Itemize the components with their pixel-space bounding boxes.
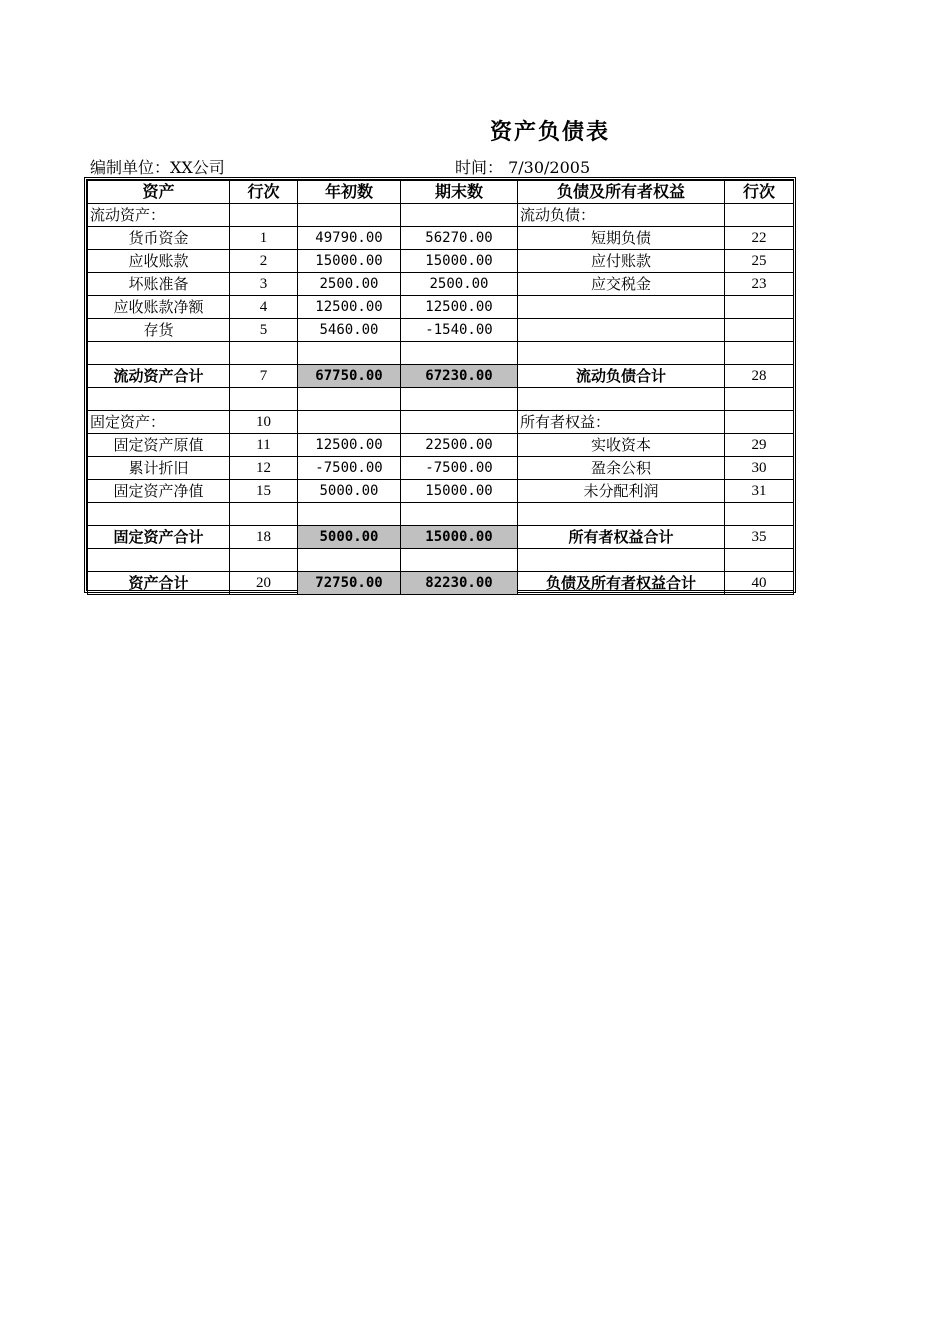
cell-liab-line-no: 35 — [725, 526, 794, 549]
table-row — [88, 480, 794, 503]
cell-liab-line-no: 22 — [725, 227, 794, 250]
cell-beginning-balance — [298, 342, 401, 365]
cell-ending-balance: 15000.00 — [401, 250, 518, 273]
cell-ending-balance: -1540.00 — [401, 319, 518, 342]
cell-beginning-balance: 5000.00 — [298, 526, 401, 549]
table-row — [88, 457, 794, 480]
cell-beginning-balance — [298, 204, 401, 227]
cell-beginning-balance: 15000.00 — [298, 250, 401, 273]
header-line-no: 行次 — [230, 181, 298, 204]
cell-ending-balance: 22500.00 — [401, 434, 518, 457]
cell-ending-balance — [401, 411, 518, 434]
cell-line-no: 10 — [230, 411, 298, 434]
cell-asset-name — [88, 503, 230, 526]
table-row — [88, 273, 794, 296]
cell-ending-balance: 15000.00 — [401, 480, 518, 503]
header-ending-balance: 期末数 — [401, 181, 518, 204]
table-row — [88, 250, 794, 273]
header-row — [88, 181, 794, 204]
cell-liability-name: 所有者权益合计 — [518, 526, 725, 549]
cell-beginning-balance: 5000.00 — [298, 480, 401, 503]
cell-liability-name: 未分配利润 — [518, 480, 725, 503]
header-beginning-balance: 年初数 — [298, 181, 401, 204]
header-liab-line-no: 行次 — [725, 181, 794, 204]
cell-beginning-balance — [298, 411, 401, 434]
table-row — [88, 572, 794, 595]
cell-ending-balance — [401, 503, 518, 526]
cell-liability-name: 流动负债： — [518, 204, 725, 227]
cell-ending-balance — [401, 204, 518, 227]
cell-line-no: 2 — [230, 250, 298, 273]
cell-liability-name — [518, 388, 725, 411]
cell-liability-name: 负债及所有者权益合计 — [518, 572, 725, 595]
cell-asset-name: 存货 — [88, 319, 230, 342]
cell-line-no — [230, 342, 298, 365]
table-row — [88, 526, 794, 549]
cell-liab-line-no: 40 — [725, 572, 794, 595]
cell-line-no — [230, 549, 298, 572]
cell-liab-line-no — [725, 296, 794, 319]
cell-asset-name: 固定资产原值 — [88, 434, 230, 457]
cell-liability-name — [518, 549, 725, 572]
cell-asset-name — [88, 549, 230, 572]
cell-beginning-balance: 12500.00 — [298, 434, 401, 457]
cell-liab-line-no: 29 — [725, 434, 794, 457]
cell-asset-name: 应收账款 — [88, 250, 230, 273]
cell-beginning-balance: 72750.00 — [298, 572, 401, 595]
cell-line-no: 3 — [230, 273, 298, 296]
cell-liab-line-no — [725, 388, 794, 411]
cell-liability-name — [518, 319, 725, 342]
cell-asset-name — [88, 388, 230, 411]
cell-asset-name: 资产合计 — [88, 572, 230, 595]
cell-liab-line-no — [725, 503, 794, 526]
cell-liability-name — [518, 503, 725, 526]
cell-asset-name: 应收账款净额 — [88, 296, 230, 319]
table-row — [88, 503, 794, 526]
cell-beginning-balance — [298, 503, 401, 526]
cell-beginning-balance: 67750.00 — [298, 365, 401, 388]
cell-asset-name: 固定资产： — [88, 411, 230, 434]
cell-line-no — [230, 503, 298, 526]
cell-beginning-balance: 5460.00 — [298, 319, 401, 342]
cell-liability-name: 盈余公积 — [518, 457, 725, 480]
table-row — [88, 227, 794, 250]
reporting-unit-label: 编制单位：XX公司 — [90, 158, 225, 177]
cell-ending-balance: 67230.00 — [401, 365, 518, 388]
cell-liability-name: 流动负债合计 — [518, 365, 725, 388]
cell-liab-line-no — [725, 204, 794, 227]
table-row — [88, 434, 794, 457]
cell-liab-line-no: 31 — [725, 480, 794, 503]
cell-liability-name: 短期负债 — [518, 227, 725, 250]
table-row — [88, 296, 794, 319]
cell-ending-balance — [401, 342, 518, 365]
cell-liab-line-no: 25 — [725, 250, 794, 273]
table-row — [88, 388, 794, 411]
cell-asset-name — [88, 342, 230, 365]
cell-liab-line-no — [725, 549, 794, 572]
cell-line-no: 18 — [230, 526, 298, 549]
cell-ending-balance — [401, 549, 518, 572]
cell-ending-balance: 82230.00 — [401, 572, 518, 595]
cell-liability-name: 所有者权益： — [518, 411, 725, 434]
cell-liab-line-no: 23 — [725, 273, 794, 296]
cell-ending-balance: 15000.00 — [401, 526, 518, 549]
cell-line-no — [230, 204, 298, 227]
cell-liability-name — [518, 342, 725, 365]
report-date-label: 时间： 7/30/2005 — [455, 158, 591, 177]
cell-line-no: 1 — [230, 227, 298, 250]
cell-beginning-balance — [298, 388, 401, 411]
cell-liability-name — [518, 296, 725, 319]
cell-beginning-balance — [298, 549, 401, 572]
header-liabilities-equity: 负债及所有者权益 — [518, 181, 725, 204]
cell-line-no: 7 — [230, 365, 298, 388]
cell-asset-name: 流动资产： — [88, 204, 230, 227]
cell-line-no: 15 — [230, 480, 298, 503]
cell-asset-name: 固定资产合计 — [88, 526, 230, 549]
balance-sheet-table — [87, 180, 794, 595]
cell-liab-line-no — [725, 411, 794, 434]
cell-liab-line-no — [725, 342, 794, 365]
cell-ending-balance: -7500.00 — [401, 457, 518, 480]
cell-beginning-balance: 49790.00 — [298, 227, 401, 250]
cell-liability-name: 应交税金 — [518, 273, 725, 296]
cell-ending-balance: 56270.00 — [401, 227, 518, 250]
cell-line-no — [230, 388, 298, 411]
cell-asset-name: 货币资金 — [88, 227, 230, 250]
cell-liability-name: 实收资本 — [518, 434, 725, 457]
cell-liab-line-no: 28 — [725, 365, 794, 388]
cell-ending-balance — [401, 388, 518, 411]
cell-liability-name: 应付账款 — [518, 250, 725, 273]
table-row — [88, 342, 794, 365]
cell-line-no: 11 — [230, 434, 298, 457]
cell-line-no: 5 — [230, 319, 298, 342]
header-assets: 资产 — [88, 181, 230, 204]
cell-liab-line-no — [725, 319, 794, 342]
cell-asset-name: 流动资产合计 — [88, 365, 230, 388]
cell-beginning-balance: 2500.00 — [298, 273, 401, 296]
table-row — [88, 411, 794, 434]
page-title: 资产负债表 — [489, 119, 610, 145]
cell-beginning-balance: 12500.00 — [298, 296, 401, 319]
table-row — [88, 204, 794, 227]
cell-line-no: 12 — [230, 457, 298, 480]
cell-beginning-balance: -7500.00 — [298, 457, 401, 480]
cell-ending-balance: 12500.00 — [401, 296, 518, 319]
table-row — [88, 549, 794, 572]
table-row — [88, 365, 794, 388]
cell-line-no: 4 — [230, 296, 298, 319]
cell-liab-line-no: 30 — [725, 457, 794, 480]
cell-asset-name: 累计折旧 — [88, 457, 230, 480]
table-row — [88, 319, 794, 342]
cell-asset-name: 固定资产净值 — [88, 480, 230, 503]
cell-asset-name: 坏账准备 — [88, 273, 230, 296]
balance-sheet-frame — [84, 177, 796, 593]
cell-ending-balance: 2500.00 — [401, 273, 518, 296]
cell-line-no: 20 — [230, 572, 298, 595]
